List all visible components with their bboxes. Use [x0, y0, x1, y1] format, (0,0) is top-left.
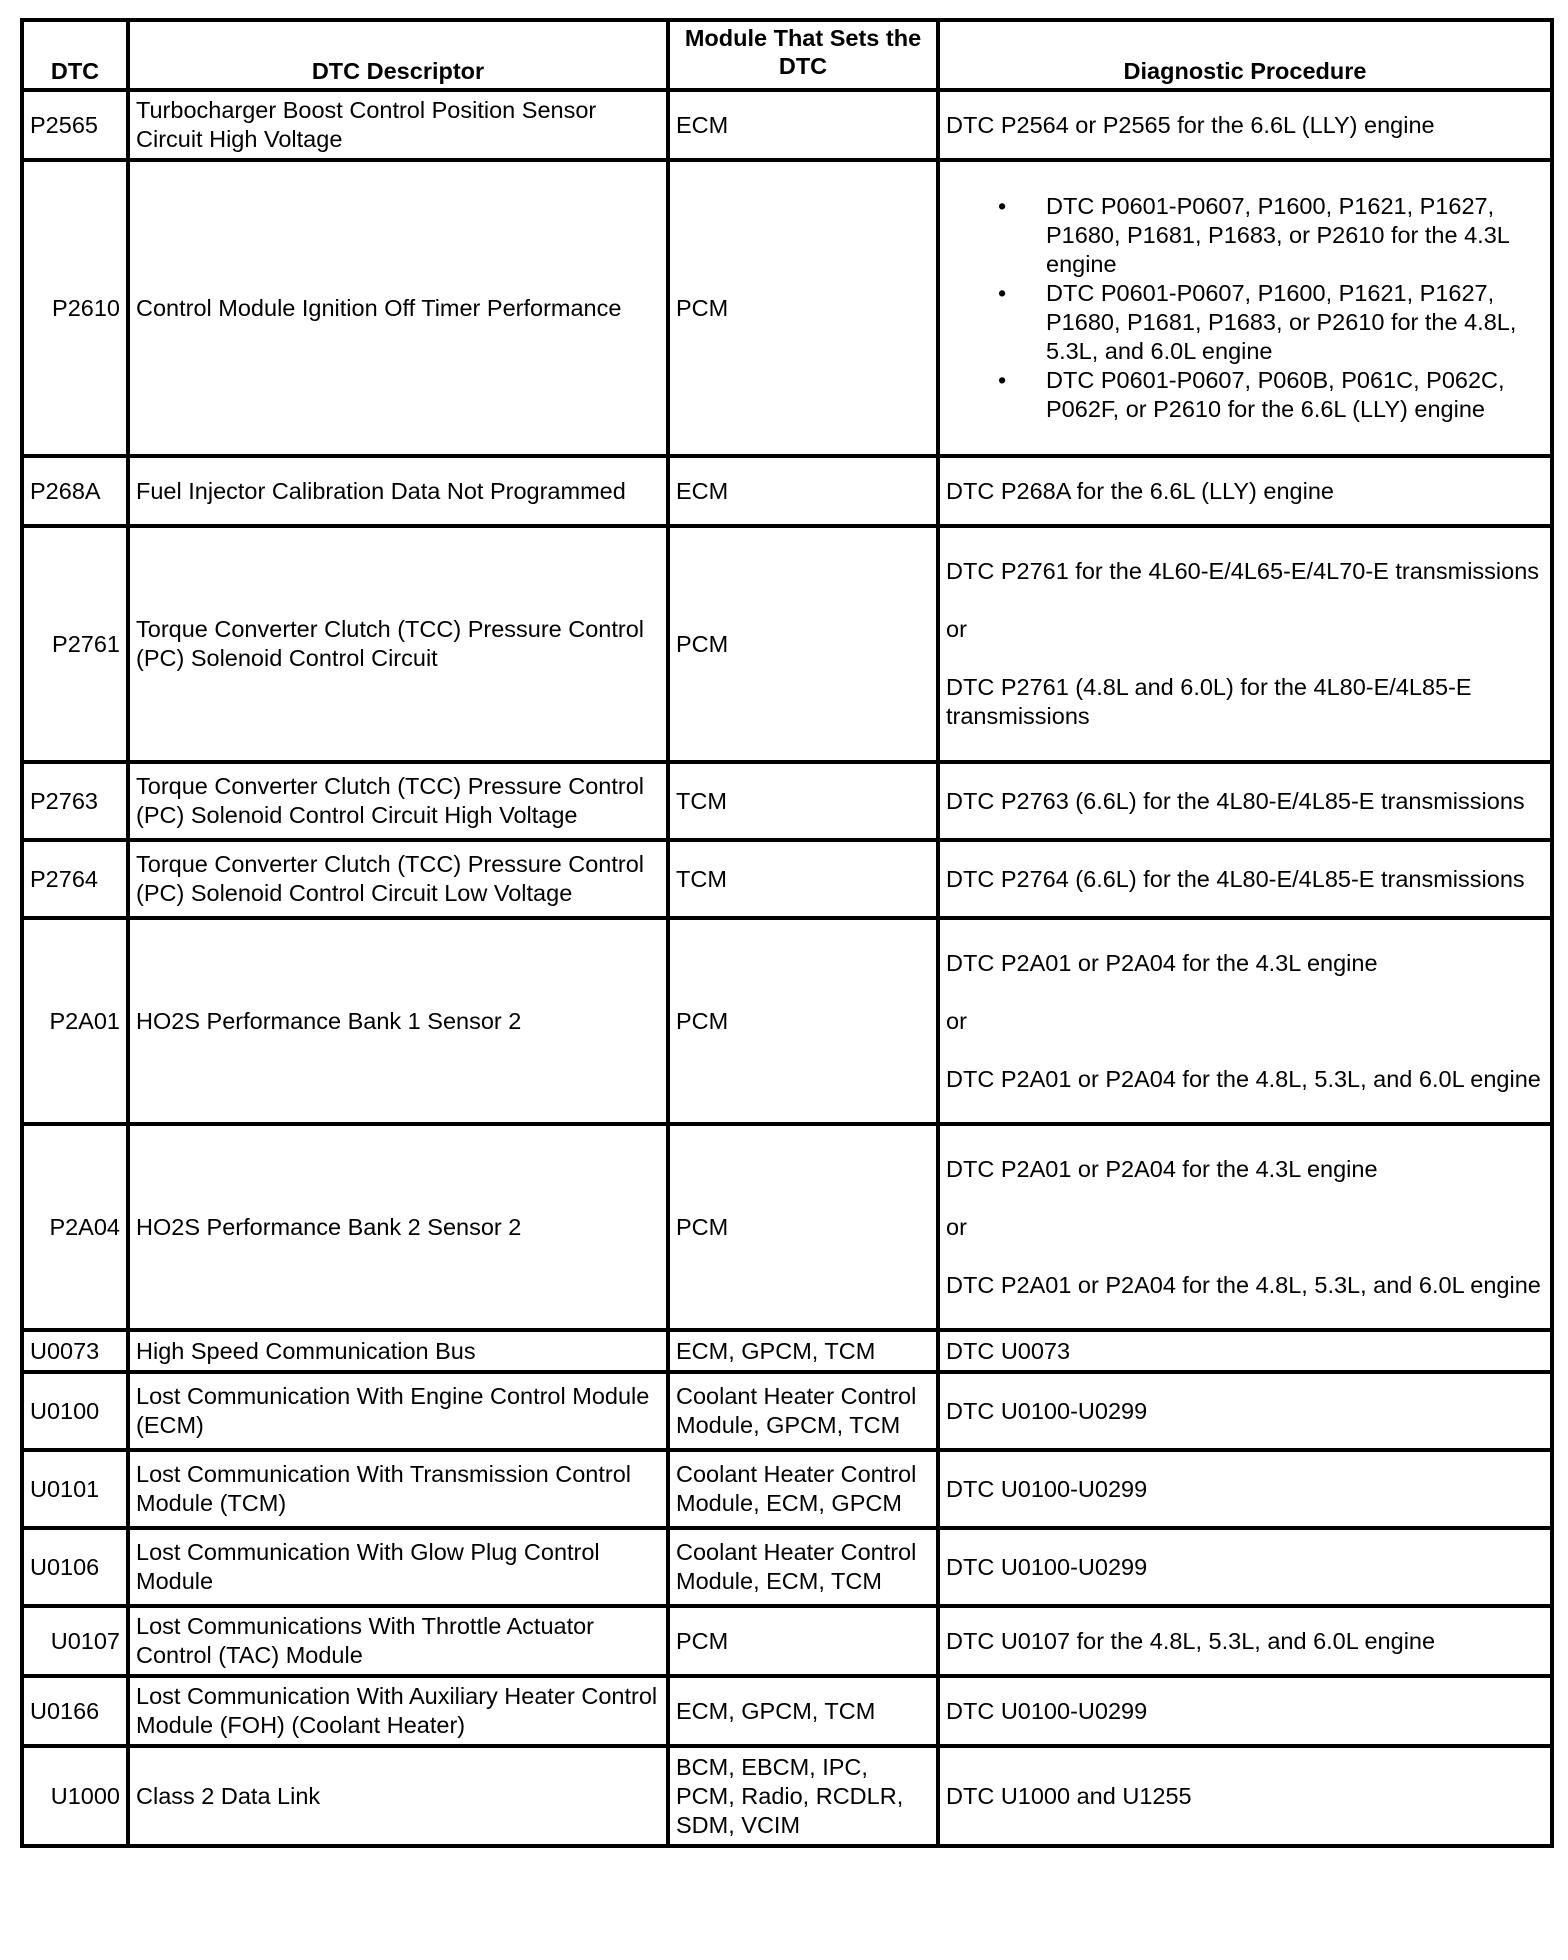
dtc-descriptor-cell: Control Module Ignition Off Timer Performance [128, 160, 668, 456]
table-row [22, 1330, 1552, 1372]
procedure-text: DTC P2A01 or P2A04 for the 4.3L engine [946, 949, 1378, 976]
procedure-text: or [946, 1007, 967, 1034]
dtc-code-cell: P2764 [22, 840, 128, 918]
procedure-cell [938, 1606, 1552, 1676]
procedure-text: DTC P0601-P0607, P1600, P1621, P1627, P1680, P1681, P1683, or P2610 for the 4.3L engine [1046, 193, 1509, 277]
dtc-descriptor-cell: Lost Communications With Throttle Actuator Control (TAC) Module [128, 1606, 668, 1676]
procedure-text: DTC P2564 or P2565 for the 6.6L (LLY) engine [946, 111, 1435, 138]
table-row [22, 1124, 1552, 1330]
dtc-code-cell: U1000 [22, 1746, 128, 1846]
procedure-cell [938, 1124, 1552, 1330]
procedure-text: DTC U0100-U0299 [946, 1397, 1148, 1424]
module-cell: TCM [668, 762, 938, 840]
module-cell: ECM, GPCM, TCM [668, 1676, 938, 1746]
procedure-cell [938, 1330, 1552, 1372]
module-cell: PCM [668, 918, 938, 1124]
procedure-cell [938, 1372, 1552, 1450]
paragraph-gap [946, 1184, 1544, 1213]
table-row [22, 1676, 1552, 1746]
dtc-descriptor-cell: Torque Converter Clutch (TCC) Pressure Control (PC) Solenoid Control Circuit [128, 526, 668, 762]
dtc-code-cell: U0166 [22, 1676, 128, 1746]
paragraph-gap [946, 644, 1544, 673]
procedure-cell [938, 90, 1552, 160]
header-row [22, 20, 1552, 90]
table-row [22, 1528, 1552, 1606]
dtc-descriptor-cell: Torque Converter Clutch (TCC) Pressure Control (PC) Solenoid Control Circuit Low Voltage [128, 840, 668, 918]
procedure-cell [938, 1746, 1552, 1846]
procedure-cell [938, 160, 1552, 456]
procedure-text: or [946, 1213, 967, 1240]
module-cell: Coolant Heater Control Module, GPCM, TCM [668, 1372, 938, 1450]
procedure-cell [938, 1450, 1552, 1528]
table-row [22, 160, 1552, 456]
procedure-text: DTC U0100-U0299 [946, 1475, 1148, 1502]
procedure-cell [938, 762, 1552, 840]
header-dtc: DTC [22, 20, 128, 90]
paragraph-gap [946, 1242, 1544, 1271]
procedure-text: DTC P2761 for the 4L60-E/4L65-E/4L70-E transmissions [946, 558, 1540, 584]
procedure-cell [938, 1528, 1552, 1606]
dtc-descriptor-cell: High Speed Communication Bus [128, 1330, 668, 1372]
dtc-code-cell: P2610 [22, 160, 128, 456]
module-cell: PCM [668, 160, 938, 456]
dtc-descriptor-cell: HO2S Performance Bank 1 Sensor 2 [128, 918, 668, 1124]
bullet-icon: • [998, 193, 1007, 219]
table-row [22, 840, 1552, 918]
bullet-icon: • [998, 367, 1007, 393]
module-cell: Coolant Heater Control Module, ECM, GPCM [668, 1450, 938, 1528]
procedure-list [946, 192, 1544, 424]
table-row [22, 762, 1552, 840]
table-row [22, 1746, 1552, 1846]
dtc-descriptor-cell: Class 2 Data Link [128, 1746, 668, 1846]
procedure-text: DTC P2761 (4.8L and 6.0L) for the 4L80-E/4L85-E transmissions [946, 674, 1472, 729]
header-module: Module That Sets the DTC [668, 20, 938, 90]
procedure-text: DTC P0601-P0607, P1600, P1621, P1627, P1680, P1681, P1683, or P2610 for the 4.8L, 5.3L, and 6.0L engine [1046, 280, 1517, 364]
procedure-text: DTC P268A for the 6.6L (LLY) engine [946, 477, 1334, 504]
procedure-list-item [946, 192, 1544, 279]
module-cell: TCM [668, 840, 938, 918]
module-cell: ECM [668, 456, 938, 526]
dtc-code-cell: P2763 [22, 762, 128, 840]
procedure-text: DTC P2A01 or P2A04 for the 4.8L, 5.3L, and 6.0L engine [946, 1271, 1541, 1298]
procedure-text: DTC U0100-U0299 [946, 1553, 1148, 1580]
header-descriptor: DTC Descriptor [128, 20, 668, 90]
dtc-code-cell: P2A04 [22, 1124, 128, 1330]
dtc-code-cell: U0073 [22, 1330, 128, 1372]
procedure-cell [938, 918, 1552, 1124]
paragraph-gap [946, 1036, 1544, 1065]
dtc-descriptor-cell: Lost Communication With Engine Control Module (ECM) [128, 1372, 668, 1450]
dtc-descriptor-cell: Lost Communication With Transmission Control Module (TCM) [128, 1450, 668, 1528]
procedure-text: DTC U0107 for the 4.8L, 5.3L, and 6.0L engine [946, 1627, 1436, 1654]
dtc-code-cell: P2565 [22, 90, 128, 160]
module-cell: PCM [668, 1124, 938, 1330]
dtc-code-cell: U0106 [22, 1528, 128, 1606]
module-cell: BCM, EBCM, IPC, PCM, Radio, RCDLR, SDM, VCIM [668, 1746, 938, 1846]
procedure-text: DTC P2764 (6.6L) for the 4L80-E/4L85-E transmissions [946, 865, 1525, 892]
procedure-text: DTC U0100-U0299 [946, 1697, 1148, 1724]
dtc-descriptor-cell: HO2S Performance Bank 2 Sensor 2 [128, 1124, 668, 1330]
table-row [22, 1450, 1552, 1528]
module-cell: ECM, GPCM, TCM [668, 1330, 938, 1372]
table-row [22, 918, 1552, 1124]
dtc-descriptor-cell: Fuel Injector Calibration Data Not Programmed [128, 456, 668, 526]
procedure-cell [938, 456, 1552, 526]
dtc-table [20, 18, 1554, 1848]
header-procedure: Diagnostic Procedure [938, 20, 1552, 90]
bullet-icon: • [998, 280, 1007, 306]
paragraph-gap [946, 586, 1544, 615]
table-row [22, 90, 1552, 160]
procedure-text: DTC U1000 and U1255 [946, 1782, 1192, 1809]
module-cell: PCM [668, 1606, 938, 1676]
dtc-descriptor-cell: Torque Converter Clutch (TCC) Pressure Control (PC) Solenoid Control Circuit High Voltage [128, 762, 668, 840]
procedure-list-item [946, 279, 1544, 366]
dtc-code-cell: U0107 [22, 1606, 128, 1676]
procedure-text: DTC U0073 [946, 1337, 1071, 1364]
procedure-list-item [946, 366, 1544, 424]
table-row [22, 526, 1552, 762]
module-cell: ECM [668, 90, 938, 160]
module-cell: Coolant Heater Control Module, ECM, TCM [668, 1528, 938, 1606]
dtc-descriptor-cell: Turbocharger Boost Control Position Sensor Circuit High Voltage [128, 90, 668, 160]
dtc-code-cell: P268A [22, 456, 128, 526]
dtc-table-container [20, 18, 1550, 1848]
procedure-text: DTC P0601-P0607, P060B, P061C, P062C, P062F, or P2610 for the 6.6L (LLY) engine [1046, 367, 1505, 422]
procedure-text: DTC P2A01 or P2A04 for the 4.8L, 5.3L, and 6.0L engine [946, 1065, 1541, 1092]
procedure-text: DTC P2A01 or P2A04 for the 4.3L engine [946, 1155, 1378, 1182]
paragraph-gap [946, 978, 1544, 1007]
dtc-descriptor-cell: Lost Communication With Auxiliary Heater Control Module (FOH) (Coolant Heater) [128, 1676, 668, 1746]
dtc-code-cell: P2A01 [22, 918, 128, 1124]
dtc-descriptor-cell: Lost Communication With Glow Plug Control Module [128, 1528, 668, 1606]
dtc-code-cell: U0101 [22, 1450, 128, 1528]
module-cell: PCM [668, 526, 938, 762]
table-row [22, 456, 1552, 526]
table-row [22, 1372, 1552, 1450]
table-row [22, 1606, 1552, 1676]
dtc-code-cell: P2761 [22, 526, 128, 762]
procedure-cell [938, 1676, 1552, 1746]
procedure-text: or [946, 616, 967, 642]
procedure-cell [938, 840, 1552, 918]
procedure-text: DTC P2763 (6.6L) for the 4L80-E/4L85-E transmissions [946, 787, 1525, 814]
dtc-code-cell: U0100 [22, 1372, 128, 1450]
procedure-cell [938, 526, 1552, 762]
